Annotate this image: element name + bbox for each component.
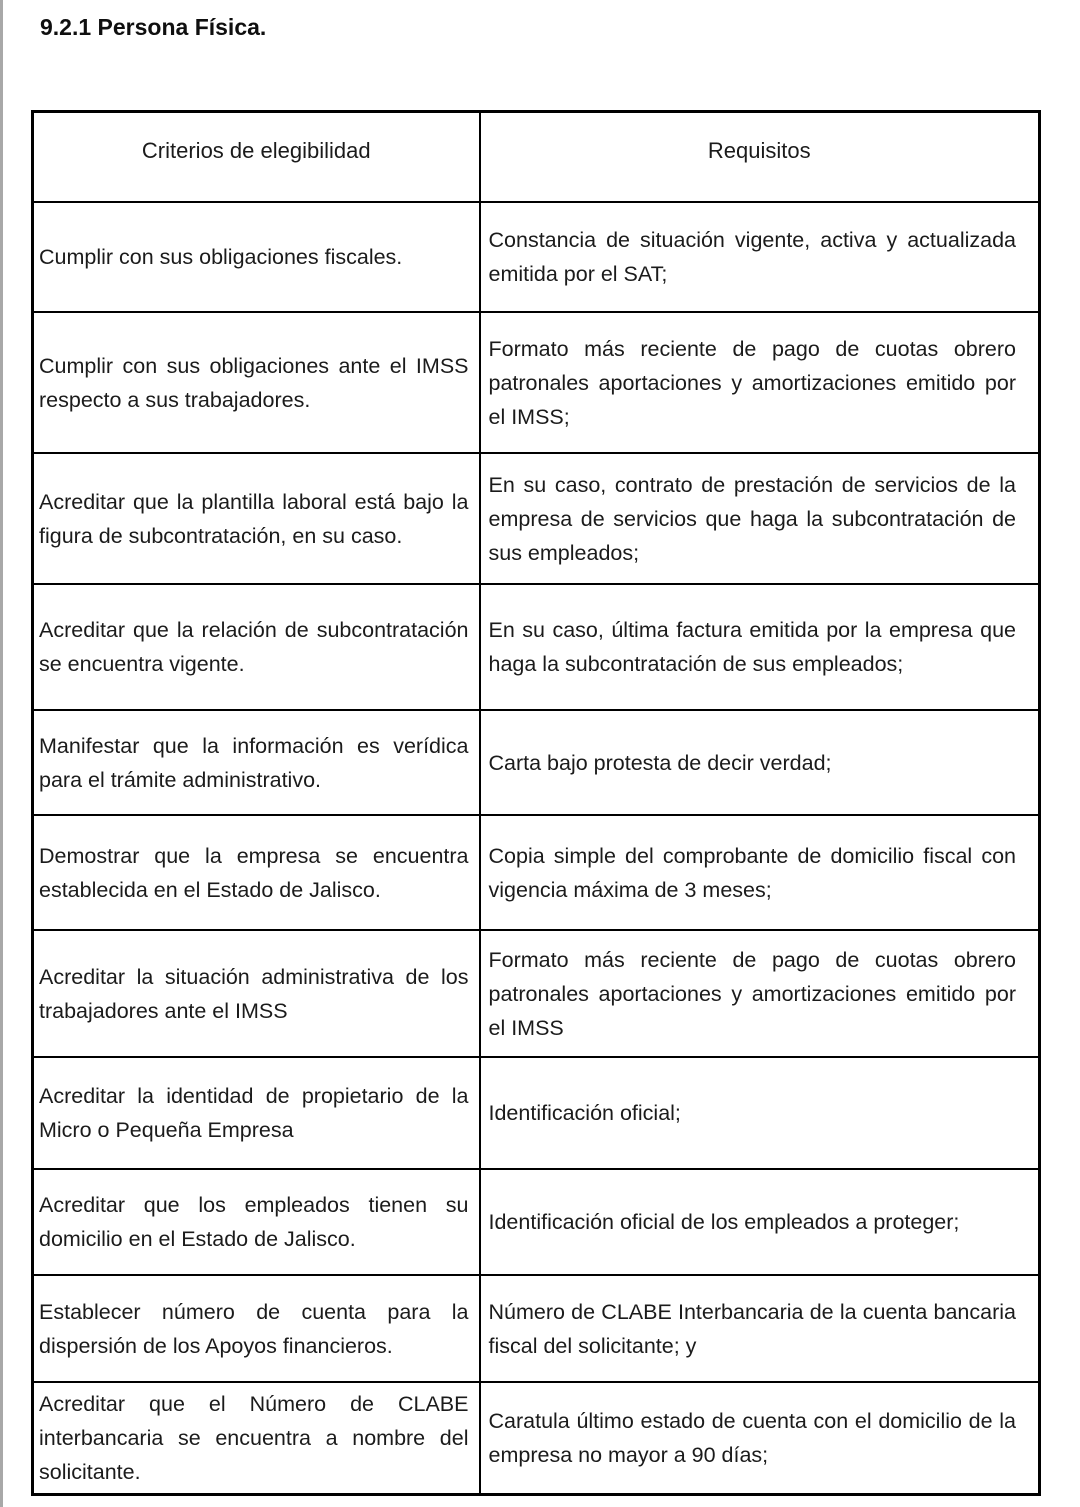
requirement-cell: Constancia de situación vigente, activa y actualizada emitida por el SAT; (480, 202, 1040, 312)
requirement-cell: Identificación oficial de los empleados a proteger; (480, 1169, 1040, 1275)
table-row (33, 312, 1040, 453)
requirement-cell: Copia simple del comprobante de domicilio fiscal con vigencia máxima de 3 meses; (480, 815, 1040, 930)
criteria-cell: Establecer número de cuenta para la dispersión de los Apoyos financieros. (33, 1275, 480, 1382)
requirement-cell: Formato más reciente de pago de cuotas obrero patronales aportaciones y amortizaciones emitido por el IMSS; (480, 312, 1040, 453)
criteria-cell: Acreditar que la relación de subcontratación se encuentra vigente. (33, 584, 480, 710)
criteria-cell: Manifestar que la información es verídica para el trámite administrativo. (33, 710, 480, 815)
table-header-row (33, 112, 1040, 203)
table-row (33, 930, 1040, 1057)
requirements-column-header: Requisitos (480, 112, 1040, 203)
criteria-cell: Demostrar que la empresa se encuentra establecida en el Estado de Jalisco. (33, 815, 480, 930)
criteria-cell: Acreditar que los empleados tienen su domicilio en el Estado de Jalisco. (33, 1169, 480, 1275)
criteria-cell: Acreditar que la plantilla laboral está bajo la figura de subcontratación, en su caso. (33, 453, 480, 584)
requirement-cell: Caratula último estado de cuenta con el domicilio de la empresa no mayor a 90 días; (480, 1382, 1040, 1495)
table-row (33, 1275, 1040, 1382)
criteria-column-header: Criterios de elegibilidad (33, 112, 480, 203)
table-row (33, 710, 1040, 815)
table-row (33, 584, 1040, 710)
section-title: 9.2.1 Persona Física. (40, 14, 267, 40)
eligibility-requirements-table (31, 110, 1041, 1496)
table-row (33, 202, 1040, 312)
table-row (33, 1057, 1040, 1169)
table-row (33, 1382, 1040, 1495)
requirement-cell: Formato más reciente de pago de cuotas obrero patronales aportaciones y amortizaciones emitido por el IMSS (480, 930, 1040, 1057)
requirement-cell: Identificación oficial; (480, 1057, 1040, 1169)
table-row (33, 1169, 1040, 1275)
criteria-cell: Acreditar la situación administrativa de los trabajadores ante el IMSS (33, 930, 480, 1057)
requirement-cell: En su caso, última factura emitida por la empresa que haga la subcontratación de sus empleados; (480, 584, 1040, 710)
page-left-edge (0, 0, 3, 1507)
criteria-cell: Acreditar la identidad de propietario de la Micro o Pequeña Empresa (33, 1057, 480, 1169)
requirement-cell: Carta bajo protesta de decir verdad; (480, 710, 1040, 815)
criteria-cell: Cumplir con sus obligaciones fiscales. (33, 202, 480, 312)
requirement-cell: En su caso, contrato de prestación de servicios de la empresa de servicios que haga la subcontratación de sus empleados; (480, 453, 1040, 584)
table-row (33, 453, 1040, 584)
criteria-cell: Cumplir con sus obligaciones ante el IMSS respecto a sus trabajadores. (33, 312, 480, 453)
criteria-cell: Acreditar que el Número de CLABE interbancaria se encuentra a nombre del solicitante. (33, 1382, 480, 1495)
requirement-cell: Número de CLABE Interbancaria de la cuenta bancaria fiscal del solicitante; y (480, 1275, 1040, 1382)
table-row (33, 815, 1040, 930)
